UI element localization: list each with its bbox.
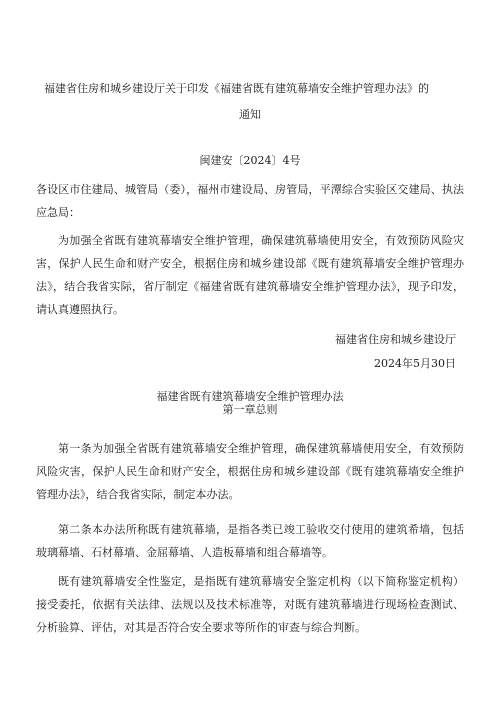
chapter-heading: 第一章总则 (222, 403, 278, 416)
issue-date: 2024年5月30日 (374, 357, 456, 370)
notice-body: 为加强全省既有建筑幕墙安全维护管理，确保建筑幕墙使用安全，有效预防风险灾害，保护人民生命和财产安全，根据住房和城乡建设部《既有建筑幕墙安全维护管理办法》，结合我省实际，省厅制定《福建省既有建筑幕墙安全维护管理办法》，现予印发，请认真遵照执行。 (36, 234, 464, 316)
notice-title-line2: 通知 (239, 108, 261, 121)
measures-title: 福建省既有建筑幕墙安全维护管理办法 (156, 390, 344, 403)
issuer: 福建省住房和城乡建设厅 (335, 333, 456, 346)
article-1: 第一条为加强全省既有建筑幕墙安全维护管理，确保建筑幕墙使用安全，有效预防风险灾害，保护人民生命和财产安全，根据住房和城乡建设部《既有建筑幕墙安全维护管理办法》，结合我省实际，制定本办法。 (36, 442, 464, 501)
notice-title-line1: 福建省住房和城乡建设厅关于印发《福建省既有建筑幕墙安全维护管理办法》的 (44, 82, 429, 95)
article-3: 既有建筑幕墙安全性鉴定，是指既有建筑幕墙安全鉴定机构（以下简称鉴定机构）接受委托，依据有关法律、法规以及技术标准等，对既有建筑幕墙进行现场检查测试、分析验算、评估，对其是否符合安全要求等所作的审查与综合判断。 (36, 575, 464, 634)
recipients: 各设区市住建局、城管局（委），福州市建设局、房管局，平潭综合实验区交建局、执法应急局： (36, 183, 464, 219)
doc-number: 闽建安〔2024〕4号 (199, 154, 301, 167)
article-2: 第二条本办法所称既有建筑幕墙，是指各类已竣工验收交付使用的建筑希墙，包括玻璃幕墙、石材幕墙、金屈幕墙、人造板幕墙和组合幕墙等。 (36, 523, 464, 559)
